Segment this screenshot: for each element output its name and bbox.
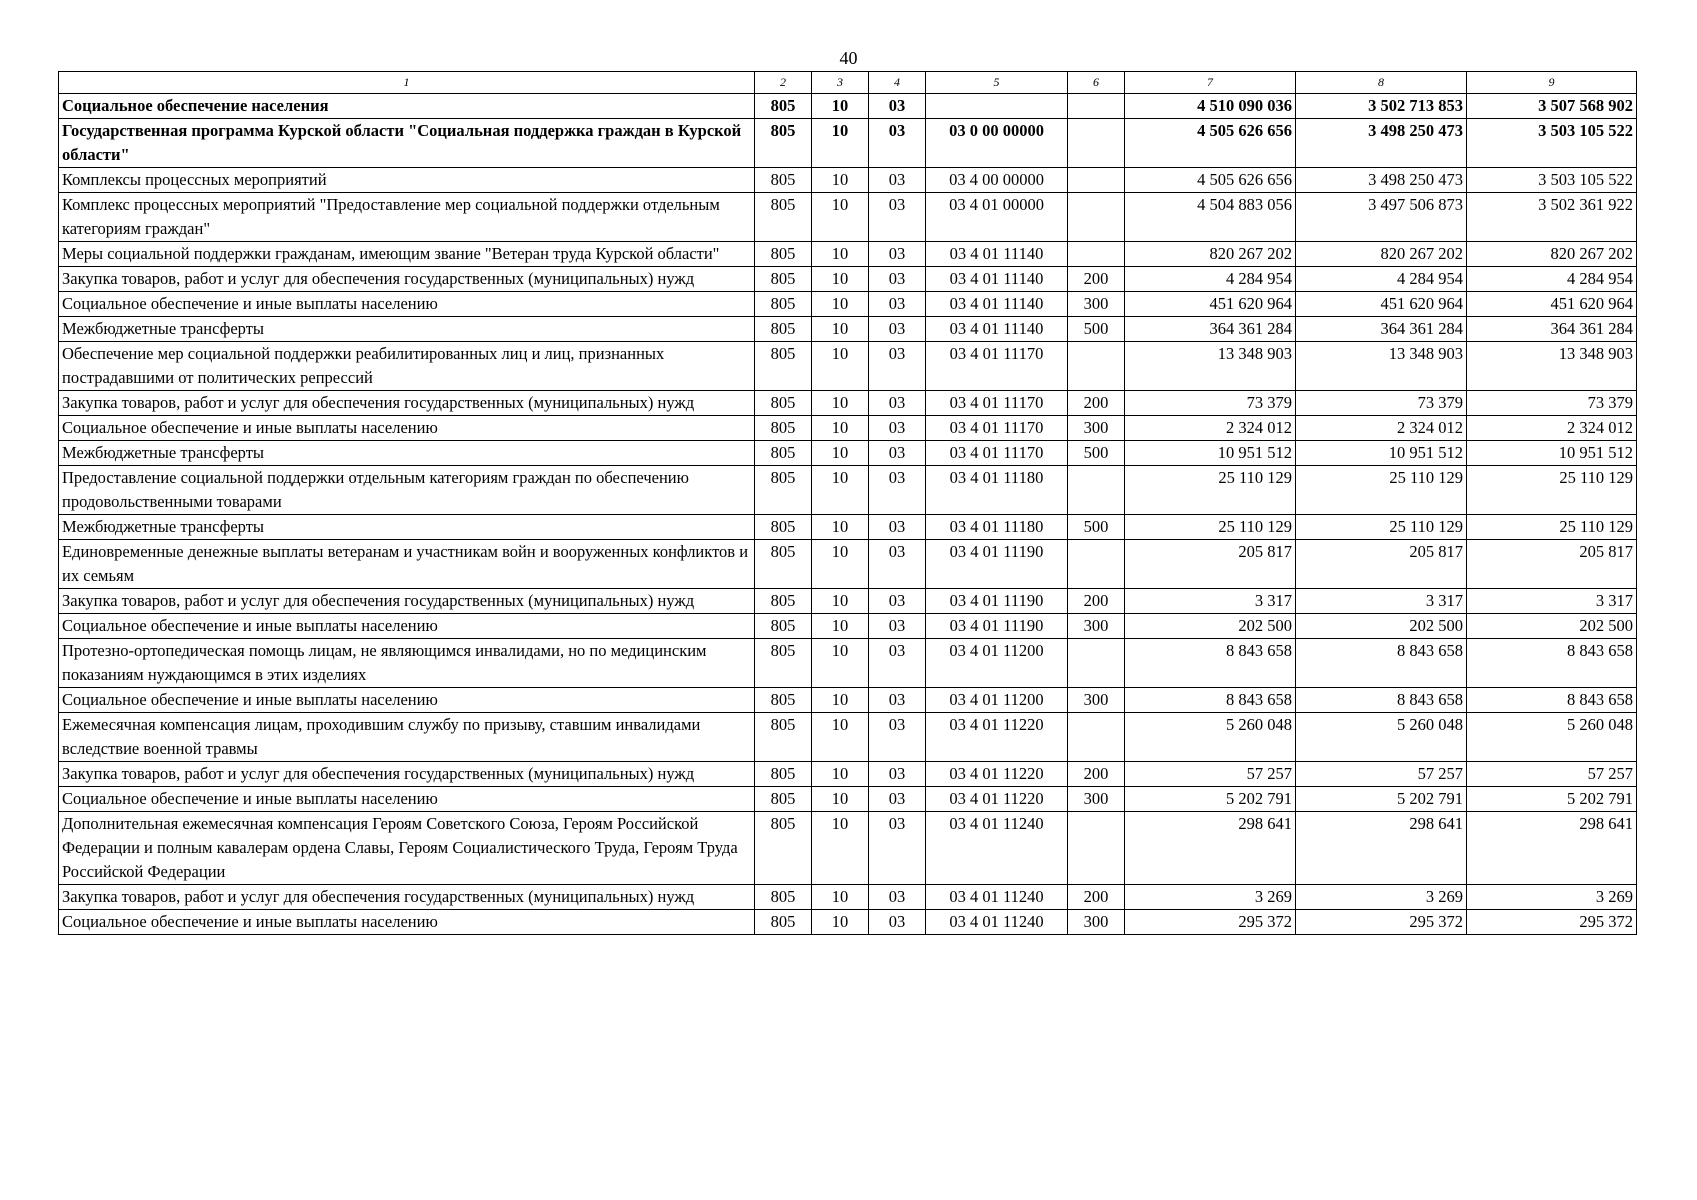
- expense-type-code: 200: [1068, 762, 1125, 787]
- table-row: [59, 242, 1637, 267]
- subsection-code: 03: [869, 267, 926, 292]
- table-row: [59, 812, 1637, 885]
- amount-col-9: 5 202 791: [1467, 787, 1637, 812]
- ministry-code: 805: [755, 688, 812, 713]
- amount-col-9: 3 269: [1467, 885, 1637, 910]
- amount-col-7: 298 641: [1125, 812, 1296, 885]
- amount-col-7: 295 372: [1125, 910, 1296, 935]
- target-article-code: 03 4 01 11140: [926, 267, 1068, 292]
- expense-type-code: 500: [1068, 515, 1125, 540]
- expense-type-code: 500: [1068, 441, 1125, 466]
- target-article-code: 03 4 01 11220: [926, 787, 1068, 812]
- amount-col-7: 8 843 658: [1125, 639, 1296, 688]
- expense-type-code: [1068, 540, 1125, 589]
- row-name: Государственная программа Курской области "Социальная поддержка граждан в Курской области": [59, 119, 755, 168]
- amount-col-8: 3 498 250 473: [1296, 168, 1467, 193]
- row-name: Социальное обеспечение и иные выплаты населению: [59, 787, 755, 812]
- target-article-code: 03 4 01 11200: [926, 639, 1068, 688]
- target-article-code: 03 4 00 00000: [926, 168, 1068, 193]
- expense-type-code: [1068, 168, 1125, 193]
- table-row: [59, 885, 1637, 910]
- target-article-code: 03 4 01 11170: [926, 416, 1068, 441]
- expense-type-code: [1068, 193, 1125, 242]
- amount-col-8: 3 502 713 853: [1296, 94, 1467, 119]
- row-name: Предоставление социальной поддержки отдельным категориям граждан по обеспечению продовольственными товарами: [59, 466, 755, 515]
- amount-col-8: 451 620 964: [1296, 292, 1467, 317]
- amount-col-9: 57 257: [1467, 762, 1637, 787]
- subsection-code: 03: [869, 910, 926, 935]
- table-row: [59, 193, 1637, 242]
- ministry-code: 805: [755, 589, 812, 614]
- target-article-code: 03 4 01 11140: [926, 317, 1068, 342]
- amount-col-8: 364 361 284: [1296, 317, 1467, 342]
- table-row: [59, 292, 1637, 317]
- table-row: [59, 466, 1637, 515]
- subsection-code: 03: [869, 614, 926, 639]
- amount-col-9: 8 843 658: [1467, 688, 1637, 713]
- section-code: 10: [812, 441, 869, 466]
- ministry-code: 805: [755, 317, 812, 342]
- amount-col-9: 205 817: [1467, 540, 1637, 589]
- table-row: [59, 441, 1637, 466]
- target-article-code: 03 4 01 11220: [926, 762, 1068, 787]
- ministry-code: 805: [755, 762, 812, 787]
- column-number-4: 4: [869, 72, 926, 94]
- amount-col-7: 202 500: [1125, 614, 1296, 639]
- table-row: [59, 589, 1637, 614]
- section-code: 10: [812, 713, 869, 762]
- subsection-code: 03: [869, 441, 926, 466]
- column-number-9: 9: [1467, 72, 1637, 94]
- ministry-code: 805: [755, 787, 812, 812]
- amount-col-7: 2 324 012: [1125, 416, 1296, 441]
- expense-type-code: [1068, 242, 1125, 267]
- row-name: Межбюджетные трансферты: [59, 441, 755, 466]
- amount-col-8: 5 260 048: [1296, 713, 1467, 762]
- amount-col-8: 2 324 012: [1296, 416, 1467, 441]
- target-article-code: [926, 94, 1068, 119]
- ministry-code: 805: [755, 713, 812, 762]
- subsection-code: 03: [869, 242, 926, 267]
- table-row: [59, 94, 1637, 119]
- amount-col-8: 202 500: [1296, 614, 1467, 639]
- expense-type-code: 300: [1068, 910, 1125, 935]
- amount-col-8: 73 379: [1296, 391, 1467, 416]
- subsection-code: 03: [869, 292, 926, 317]
- table-row: [59, 168, 1637, 193]
- amount-col-7: 205 817: [1125, 540, 1296, 589]
- section-code: 10: [812, 292, 869, 317]
- amount-col-7: 25 110 129: [1125, 515, 1296, 540]
- target-article-code: 03 4 01 11140: [926, 292, 1068, 317]
- amount-col-9: 3 507 568 902: [1467, 94, 1637, 119]
- table-row: [59, 540, 1637, 589]
- section-code: 10: [812, 391, 869, 416]
- row-name: Закупка товаров, работ и услуг для обеспечения государственных (муниципальных) нужд: [59, 762, 755, 787]
- table-row: [59, 713, 1637, 762]
- amount-col-8: 8 843 658: [1296, 639, 1467, 688]
- ministry-code: 805: [755, 94, 812, 119]
- table-row: [59, 910, 1637, 935]
- ministry-code: 805: [755, 292, 812, 317]
- amount-col-8: 57 257: [1296, 762, 1467, 787]
- expense-type-code: [1068, 119, 1125, 168]
- column-number-7: 7: [1125, 72, 1296, 94]
- target-article-code: 03 4 01 11170: [926, 441, 1068, 466]
- target-article-code: 03 4 01 11190: [926, 589, 1068, 614]
- expense-type-code: 300: [1068, 416, 1125, 441]
- expense-type-code: 200: [1068, 589, 1125, 614]
- amount-col-9: 3 503 105 522: [1467, 119, 1637, 168]
- row-name: Закупка товаров, работ и услуг для обеспечения государственных (муниципальных) нужд: [59, 589, 755, 614]
- amount-col-7: 25 110 129: [1125, 466, 1296, 515]
- amount-col-7: 3 317: [1125, 589, 1296, 614]
- subsection-code: 03: [869, 762, 926, 787]
- table-row: [59, 342, 1637, 391]
- section-code: 10: [812, 94, 869, 119]
- amount-col-9: 295 372: [1467, 910, 1637, 935]
- amount-col-7: 73 379: [1125, 391, 1296, 416]
- subsection-code: 03: [869, 885, 926, 910]
- section-code: 10: [812, 416, 869, 441]
- amount-col-9: 202 500: [1467, 614, 1637, 639]
- row-name: Межбюджетные трансферты: [59, 317, 755, 342]
- column-number-3: 3: [812, 72, 869, 94]
- section-code: 10: [812, 540, 869, 589]
- row-name: Протезно-ортопедическая помощь лицам, не являющимся инвалидами, но по медицинским показаниям нуждающимся в этих изделиях: [59, 639, 755, 688]
- ministry-code: 805: [755, 812, 812, 885]
- expense-type-code: 300: [1068, 688, 1125, 713]
- amount-col-8: 3 498 250 473: [1296, 119, 1467, 168]
- expense-type-code: [1068, 94, 1125, 119]
- table-row: [59, 317, 1637, 342]
- table-row: [59, 267, 1637, 292]
- amount-col-8: 25 110 129: [1296, 466, 1467, 515]
- row-name: Закупка товаров, работ и услуг для обеспечения государственных (муниципальных) нужд: [59, 391, 755, 416]
- amount-col-9: 3 502 361 922: [1467, 193, 1637, 242]
- amount-col-9: 25 110 129: [1467, 466, 1637, 515]
- section-code: 10: [812, 639, 869, 688]
- table-row: [59, 787, 1637, 812]
- section-code: 10: [812, 242, 869, 267]
- target-article-code: 03 4 01 11190: [926, 614, 1068, 639]
- expense-type-code: 500: [1068, 317, 1125, 342]
- subsection-code: 03: [869, 589, 926, 614]
- amount-col-8: 25 110 129: [1296, 515, 1467, 540]
- amount-col-9: 3 317: [1467, 589, 1637, 614]
- amount-col-9: 2 324 012: [1467, 416, 1637, 441]
- page-number: 40: [839, 48, 858, 68]
- expense-type-code: 200: [1068, 391, 1125, 416]
- amount-col-8: 298 641: [1296, 812, 1467, 885]
- amount-col-7: 364 361 284: [1125, 317, 1296, 342]
- section-code: 10: [812, 466, 869, 515]
- subsection-code: 03: [869, 342, 926, 391]
- ministry-code: 805: [755, 267, 812, 292]
- amount-col-7: 4 504 883 056: [1125, 193, 1296, 242]
- amount-col-9: 5 260 048: [1467, 713, 1637, 762]
- amount-col-9: 8 843 658: [1467, 639, 1637, 688]
- amount-col-8: 8 843 658: [1296, 688, 1467, 713]
- amount-col-7: 4 505 626 656: [1125, 119, 1296, 168]
- amount-col-7: 4 284 954: [1125, 267, 1296, 292]
- target-article-code: 03 4 01 11220: [926, 713, 1068, 762]
- row-name: Социальное обеспечение и иные выплаты населению: [59, 292, 755, 317]
- amount-col-9: 13 348 903: [1467, 342, 1637, 391]
- table-row: [59, 639, 1637, 688]
- column-number-6: 6: [1068, 72, 1125, 94]
- target-article-code: 03 4 01 11180: [926, 466, 1068, 515]
- amount-col-8: 3 269: [1296, 885, 1467, 910]
- section-code: 10: [812, 787, 869, 812]
- section-code: 10: [812, 342, 869, 391]
- table-row: [59, 119, 1637, 168]
- table-row: [59, 762, 1637, 787]
- budget-table: [58, 71, 1637, 935]
- row-name: Социальное обеспечение населения: [59, 94, 755, 119]
- subsection-code: 03: [869, 515, 926, 540]
- row-name: Социальное обеспечение и иные выплаты населению: [59, 688, 755, 713]
- row-name: Меры социальной поддержки гражданам, имеющим звание "Ветеран труда Курской области": [59, 242, 755, 267]
- column-number-5: 5: [926, 72, 1068, 94]
- ministry-code: 805: [755, 168, 812, 193]
- ministry-code: 805: [755, 242, 812, 267]
- subsection-code: 03: [869, 639, 926, 688]
- amount-col-8: 10 951 512: [1296, 441, 1467, 466]
- amount-col-8: 295 372: [1296, 910, 1467, 935]
- target-article-code: 03 4 01 11200: [926, 688, 1068, 713]
- subsection-code: 03: [869, 713, 926, 762]
- section-code: 10: [812, 317, 869, 342]
- target-article-code: 03 4 01 11240: [926, 910, 1068, 935]
- amount-col-8: 3 317: [1296, 589, 1467, 614]
- table-body: [59, 94, 1637, 935]
- section-code: 10: [812, 119, 869, 168]
- target-article-code: 03 0 00 00000: [926, 119, 1068, 168]
- ministry-code: 805: [755, 885, 812, 910]
- amount-col-7: 57 257: [1125, 762, 1296, 787]
- amount-col-7: 3 269: [1125, 885, 1296, 910]
- target-article-code: 03 4 01 11240: [926, 812, 1068, 885]
- amount-col-7: 820 267 202: [1125, 242, 1296, 267]
- amount-col-8: 13 348 903: [1296, 342, 1467, 391]
- row-name: Социальное обеспечение и иные выплаты населению: [59, 614, 755, 639]
- expense-type-code: [1068, 342, 1125, 391]
- expense-type-code: 300: [1068, 292, 1125, 317]
- table-row: [59, 614, 1637, 639]
- section-code: 10: [812, 515, 869, 540]
- ministry-code: 805: [755, 540, 812, 589]
- amount-col-9: 298 641: [1467, 812, 1637, 885]
- row-name: Дополнительная ежемесячная компенсация Героям Советского Союза, Героям Российской Федерации и полным кавалерам ордена Славы, Героям Социалистического Труда, Героям Труда Российской Федерации: [59, 812, 755, 885]
- amount-col-8: 3 497 506 873: [1296, 193, 1467, 242]
- expense-type-code: 200: [1068, 885, 1125, 910]
- subsection-code: 03: [869, 812, 926, 885]
- subsection-code: 03: [869, 168, 926, 193]
- subsection-code: 03: [869, 391, 926, 416]
- row-name: Социальное обеспечение и иные выплаты населению: [59, 416, 755, 441]
- amount-col-8: 205 817: [1296, 540, 1467, 589]
- target-article-code: 03 4 01 11240: [926, 885, 1068, 910]
- amount-col-7: 4 510 090 036: [1125, 94, 1296, 119]
- ministry-code: 805: [755, 614, 812, 639]
- section-code: 10: [812, 910, 869, 935]
- amount-col-9: 73 379: [1467, 391, 1637, 416]
- section-code: 10: [812, 193, 869, 242]
- expense-type-code: [1068, 812, 1125, 885]
- row-name: Ежемесячная компенсация лицам, проходившим службу по призыву, ставшим инвалидами вследствие военной травмы: [59, 713, 755, 762]
- expense-type-code: [1068, 466, 1125, 515]
- subsection-code: 03: [869, 119, 926, 168]
- ministry-code: 805: [755, 515, 812, 540]
- ministry-code: 805: [755, 639, 812, 688]
- section-code: 10: [812, 688, 869, 713]
- column-number-2: 2: [755, 72, 812, 94]
- row-name: Комплекс процессных мероприятий "Предоставление мер социальной поддержки отдельным категориям граждан": [59, 193, 755, 242]
- subsection-code: 03: [869, 688, 926, 713]
- target-article-code: 03 4 01 00000: [926, 193, 1068, 242]
- column-number-1: 1: [59, 72, 755, 94]
- amount-col-8: 5 202 791: [1296, 787, 1467, 812]
- subsection-code: 03: [869, 94, 926, 119]
- table-row: [59, 515, 1637, 540]
- amount-col-9: 820 267 202: [1467, 242, 1637, 267]
- ministry-code: 805: [755, 466, 812, 515]
- target-article-code: 03 4 01 11140: [926, 242, 1068, 267]
- row-name: Межбюджетные трансферты: [59, 515, 755, 540]
- target-article-code: 03 4 01 11170: [926, 342, 1068, 391]
- subsection-code: 03: [869, 193, 926, 242]
- section-code: 10: [812, 267, 869, 292]
- amount-col-7: 13 348 903: [1125, 342, 1296, 391]
- ministry-code: 805: [755, 193, 812, 242]
- ministry-code: 805: [755, 416, 812, 441]
- row-name: Обеспечение мер социальной поддержки реабилитированных лиц и лиц, признанных пострадавшими от политических репрессий: [59, 342, 755, 391]
- subsection-code: 03: [869, 787, 926, 812]
- table-row: [59, 391, 1637, 416]
- amount-col-9: 451 620 964: [1467, 292, 1637, 317]
- amount-col-8: 4 284 954: [1296, 267, 1467, 292]
- amount-col-9: 25 110 129: [1467, 515, 1637, 540]
- amount-col-8: 820 267 202: [1296, 242, 1467, 267]
- amount-col-9: 364 361 284: [1467, 317, 1637, 342]
- ministry-code: 805: [755, 441, 812, 466]
- column-number-8: 8: [1296, 72, 1467, 94]
- section-code: 10: [812, 812, 869, 885]
- table-row: [59, 416, 1637, 441]
- expense-type-code: [1068, 639, 1125, 688]
- section-code: 10: [812, 885, 869, 910]
- amount-col-7: 4 505 626 656: [1125, 168, 1296, 193]
- ministry-code: 805: [755, 391, 812, 416]
- amount-col-9: 10 951 512: [1467, 441, 1637, 466]
- amount-col-7: 5 260 048: [1125, 713, 1296, 762]
- subsection-code: 03: [869, 317, 926, 342]
- row-name: Закупка товаров, работ и услуг для обеспечения государственных (муниципальных) нужд: [59, 267, 755, 292]
- row-name: Закупка товаров, работ и услуг для обеспечения государственных (муниципальных) нужд: [59, 885, 755, 910]
- amount-col-7: 10 951 512: [1125, 441, 1296, 466]
- row-name: Социальное обеспечение и иные выплаты населению: [59, 910, 755, 935]
- section-code: 10: [812, 168, 869, 193]
- amount-col-9: 4 284 954: [1467, 267, 1637, 292]
- amount-col-7: 8 843 658: [1125, 688, 1296, 713]
- section-code: 10: [812, 589, 869, 614]
- target-article-code: 03 4 01 11170: [926, 391, 1068, 416]
- column-number-row: [59, 72, 1637, 94]
- section-code: 10: [812, 762, 869, 787]
- expense-type-code: 200: [1068, 267, 1125, 292]
- target-article-code: 03 4 01 11180: [926, 515, 1068, 540]
- ministry-code: 805: [755, 119, 812, 168]
- expense-type-code: 300: [1068, 614, 1125, 639]
- amount-col-9: 3 503 105 522: [1467, 168, 1637, 193]
- expense-type-code: 300: [1068, 787, 1125, 812]
- subsection-code: 03: [869, 466, 926, 515]
- amount-col-7: 451 620 964: [1125, 292, 1296, 317]
- row-name: Комплексы процессных мероприятий: [59, 168, 755, 193]
- expense-type-code: [1068, 713, 1125, 762]
- amount-col-7: 5 202 791: [1125, 787, 1296, 812]
- subsection-code: 03: [869, 540, 926, 589]
- section-code: 10: [812, 614, 869, 639]
- subsection-code: 03: [869, 416, 926, 441]
- row-name: Единовременные денежные выплаты ветеранам и участникам войн и вооруженных конфликтов и их семьям: [59, 540, 755, 589]
- ministry-code: 805: [755, 342, 812, 391]
- target-article-code: 03 4 01 11190: [926, 540, 1068, 589]
- ministry-code: 805: [755, 910, 812, 935]
- table-row: [59, 688, 1637, 713]
